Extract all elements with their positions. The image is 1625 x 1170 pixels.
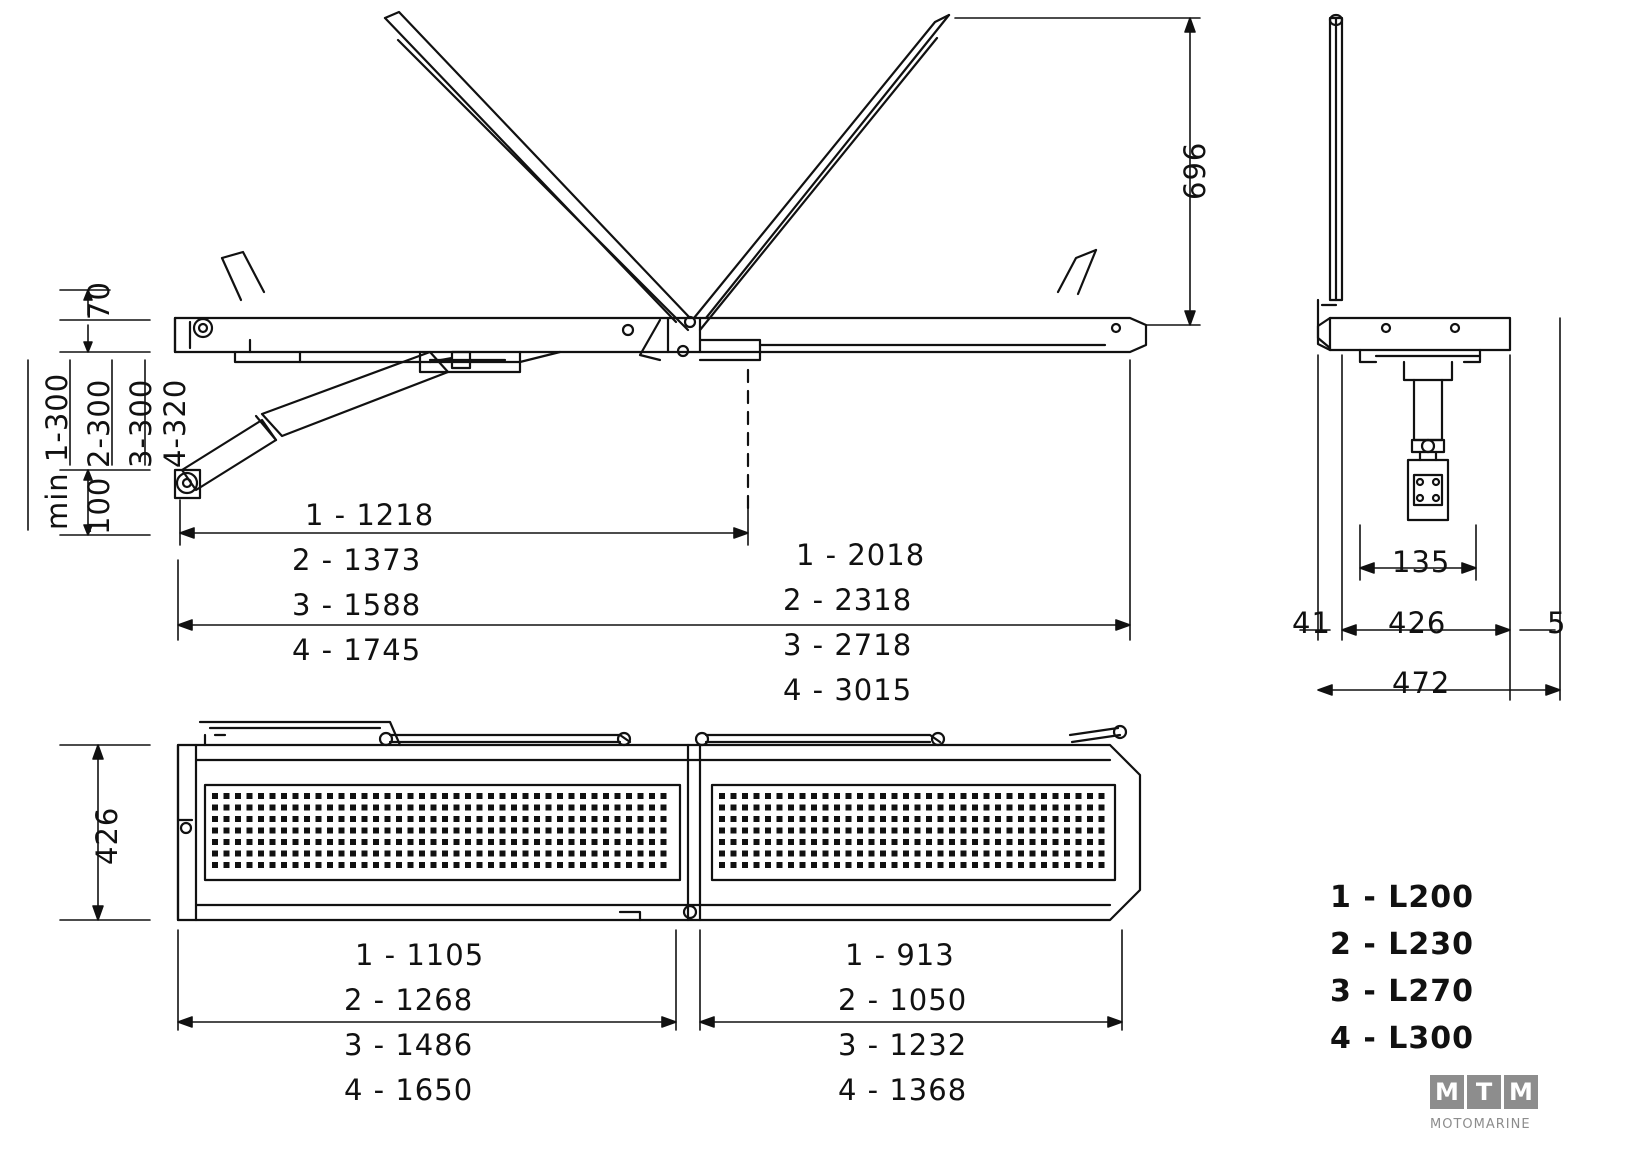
dim-side-right-2: 2 - 2318 — [783, 583, 913, 617]
logo-caption: MOTOMARINE — [1430, 1117, 1531, 1132]
dim-696: 696 — [1178, 141, 1212, 200]
mtm-logo — [1430, 1075, 1541, 1109]
dim-plan-right-3: 3 - 1232 — [838, 1028, 968, 1062]
dim-plan-left-4: 4 - 1650 — [344, 1073, 474, 1107]
dim-side-left-4: 4 - 1745 — [292, 633, 422, 667]
dim-5: 5 — [1547, 606, 1567, 640]
dim-426-end: 426 — [1388, 606, 1447, 640]
dim-70: 70 — [82, 281, 116, 320]
side-view-main-beam — [175, 317, 1146, 372]
legend-item-2: 2 - L230 — [1330, 927, 1474, 962]
end-view — [1318, 15, 1510, 520]
legend-item-4: 4 - L300 — [1330, 1021, 1474, 1056]
dim-2-300: 2-300 — [82, 378, 116, 468]
side-view-gas-strut — [175, 352, 470, 498]
dim-4-320: 4-320 — [158, 378, 192, 468]
dim-side-left-3: 3 - 1588 — [292, 588, 422, 622]
dim-side-right-1: 1 - 2018 — [796, 538, 926, 572]
logo-letter-m2: M — [1504, 1075, 1538, 1109]
legend-item-3: 3 - L270 — [1330, 974, 1474, 1009]
dim-plan-left-2: 2 - 1268 — [344, 983, 474, 1017]
logo-letter-t: T — [1467, 1075, 1501, 1109]
dim-plan-right-4: 4 - 1368 — [838, 1073, 968, 1107]
dim-135: 135 — [1392, 545, 1451, 579]
dim-472: 472 — [1392, 666, 1451, 700]
logo-letter-m1: M — [1430, 1075, 1464, 1109]
dim-min-1-300: min 1-300 — [40, 372, 74, 530]
dim-side-right-3: 3 - 2718 — [783, 628, 913, 662]
dim-side-left-1: 1 - 1218 — [305, 498, 435, 532]
dim-426-plan: 426 — [90, 806, 124, 865]
dim-plan-left-1: 1 - 1105 — [355, 938, 485, 972]
plan-view-perforation — [212, 793, 1105, 868]
dim-plan-right-1: 1 - 913 — [845, 938, 955, 972]
dim-3-300: 3-300 — [124, 378, 158, 468]
side-view-arms — [222, 12, 1096, 360]
dim-plan-left-3: 3 - 1486 — [344, 1028, 474, 1062]
dim-side-left-2: 2 - 1373 — [292, 543, 422, 577]
legend-item-1: 1 - L200 — [1330, 880, 1474, 915]
dim-plan-right-2: 2 - 1050 — [838, 983, 968, 1017]
dim-100: 100 — [82, 476, 116, 535]
end-view-dimension-lines — [1300, 318, 1560, 700]
dim-41: 41 — [1292, 606, 1331, 640]
dim-side-right-4: 4 - 3015 — [783, 673, 913, 707]
side-view-dimension-lines — [28, 18, 1200, 640]
